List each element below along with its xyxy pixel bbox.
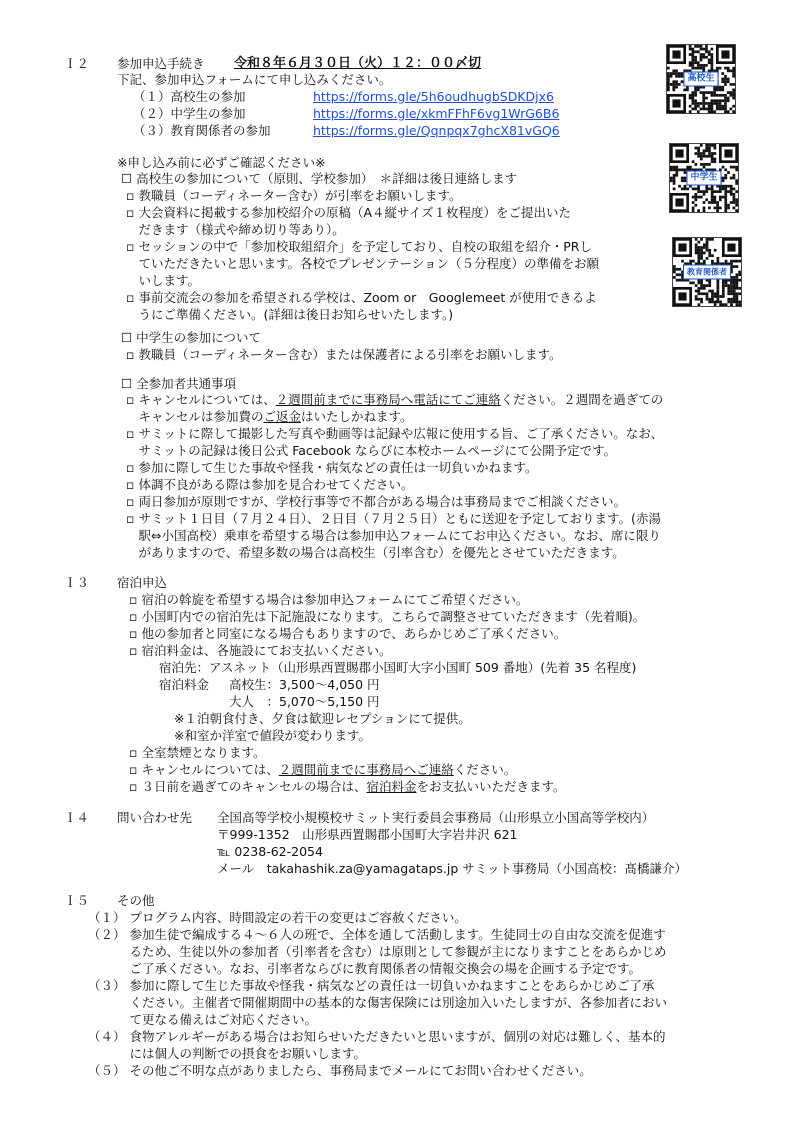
js-line: ▫ 教職員（コーディネーター含む）または保護者による引率をお願いします。 [126,347,562,362]
all-line: ▫ サミット１日目（７月２４日）、２日目（７月２５日）ともに送迎を予定しております。(赤湯 [126,511,661,526]
hs-line: うにご準備ください。(詳細は後日お知らせいたします。) [126,307,454,322]
qr-label-hs: 高校生 [683,72,718,87]
hs-line: ▫ セッションの中で「参加校取組紹介」を予定しており、自校の取組を紹介・PRし [126,239,592,254]
contact-mail: メール takahashik.za@yamagataps.jp サミット事務局（小国高校：髙橋謙介） [217,861,688,876]
section-15-number: Ｉ５ [64,893,90,908]
other-line: （３） 参加に際して生じた事故や怪我・病気などの責任は一切負いかねますことをあらかじめご了承 [88,978,655,993]
section-14-number: Ｉ４ [64,810,90,825]
lodging-cancel-c: ください。 [453,762,517,777]
section-14-title: 問い合わせ先 [117,810,193,825]
other-line: （２） 参加生徒で編成する４～６人の班で、全体を通して活動します。生徒同士の自由な交流を促進す [88,927,666,942]
hs-line: いします。 [126,273,201,288]
lodging-line: ▫ 宿泊の斡旋を希望する場合は参加申込フォームにてご希望ください。 [129,592,529,607]
lodging-late-a: ▫ ３日前を過ぎてのキャンセルの場合は、 [129,779,367,794]
section-12-number: Ｉ２ [64,56,90,71]
all-cancel2-b: ご返金 [263,409,302,424]
section-12-title: 参加申込手続き [117,56,205,71]
other-line: には個人の判断での摂食をお願いします。 [88,1046,366,1061]
lodging-cancel [129,762,516,777]
all-line: ▫ 両日参加が原則ですが、学校行事等で不都合がある場合は事務局までご相談ください。 [126,494,626,509]
other-line: ご了承ください。なお、引率者ならびに教育関係者の情報交換会の場を企画する予定です。 [88,961,641,976]
lodging-line: ▫ 小国町内での宿泊先は下記施設になります。こちらで調整させていただきます（先着順)。 [129,609,646,624]
qr-label-js: 中学生 [686,171,721,186]
lodging-late-b: 宿泊料金 [366,779,417,794]
all-line: サミットの記録は後日公式 Facebook ならびに本校ホームページにて公開予定です。 [126,443,617,458]
qr-code-js [669,143,739,213]
all-cancel-line-2 [126,409,413,424]
contact-address: 〒999-1352 山形県西置賜郡小国町大字岩井沢 621 [217,827,518,842]
form-link-ed[interactable]: https://forms.gle/Qqnpqx7ghcX81vGQ6 [313,123,560,138]
lodging-line: ▫ 宿泊料金は、各施設にてお支払いください。 [129,643,392,658]
section-15-title: その他 [117,893,155,908]
form-link-js[interactable]: https://forms.gle/xkmFFhF6vg1WrG6B6 [313,106,560,121]
qr-code-ed [672,237,742,307]
lodging-nosmoke: ▫ 全室禁煙となります。 [129,745,266,760]
hs-heading: ☐ 高校生の参加について（原則、学校参加） ＊詳細は後日連絡します [121,171,518,186]
all-cancel2-a: キャンセルは参加費の [126,409,264,424]
form-link-hs[interactable]: https://forms.gle/5h6oudhugbSDKDjx6 [313,89,554,104]
hs-line: だきます（様式や締め切り等あり）。 [126,222,345,237]
qr-code-hs [666,44,736,114]
contact-tel: ℡ 0238-62-2054 [217,844,323,859]
lodging-cancel-b: ２週間前までに事務局へご連絡 [278,762,454,777]
hs-line: ▫ 教職員（コーディネーター含む）が引率をお願いします。 [126,188,462,203]
other-line: るため、生徒以外の参加者（引率者を含む）は原則として参観が主になりますことをあらかじめ [88,944,667,959]
lodging-late [129,779,565,794]
contact-org: 全国高等学校小規模校サミット実行委員会事務局（山形県立小国高等学校内） [217,810,655,825]
lodging-line: ▫ 他の参加者と同室になる場合もありますので、あらかじめご了承ください。 [129,626,567,641]
form-label-hs: （１）高校生の参加 [133,89,246,104]
section-13-title: 宿泊申込 [117,575,168,590]
all-cancel-c: ください。２週間を過ぎての [500,392,664,407]
hs-line: ▫ 事前交流会の参加を希望される学校は、Zoom or Googlemeet が使用できるよ [126,290,597,305]
deadline: 令和８年６月３０日（火）１２：００〆切 [234,56,482,71]
qr-label-ed: 教育関係者 [683,265,731,280]
other-line: （５） その他ご不明な点がありましたら、事務局までメールにてお問い合わせください。 [88,1063,592,1078]
all-line: ▫ 体調不良がある際は参加を見合わせてください。 [126,477,414,492]
all-cancel-a: ▫ キャンセルについては、 [126,392,276,407]
lodging-fee-hs: 高校生：3,500～4,050 円 [229,677,380,692]
hs-line: ▫ 大会資料に掲載する参加校紹介の原稿（A４縦サイズ１枚程度）をご提出いた [126,205,571,220]
form-label-js: （２）中学生の参加 [133,106,246,121]
section-13-number: Ｉ３ [64,575,90,590]
other-line: （４） 食物アレルギーがある場合はお知らせいただきたいと思いますが、個別の対応は難しく、基本的 [88,1029,666,1044]
js-heading: ☐ 中学生の参加について [121,330,261,345]
all-cancel-b: ２週間前までに事務局へ電話にてご連絡 [275,392,501,407]
lodging-late-c: をお支払いいただきます。 [416,779,566,794]
notice: ※申し込み前に必ずご確認ください※ [117,155,326,170]
all-cancel2-c: はいたしかねます。 [301,409,413,424]
all-line: 駅⇔小国高校）乗車を希望する場合は参加申込フォームにてお申込ください。なお、席に限り [126,528,661,543]
all-line: ▫ 参加に際して生じた事故や怪我・病気などの責任は一切負いかねます。 [126,460,538,475]
other-line: て更なる備えはご対応ください。 [88,1012,317,1027]
other-line: ください。主催者で開催期間中の基本的な傷害保険には別途加入いたしますが、各参加者におい [88,995,667,1010]
lodging-note: ※１泊朝食付き、夕食は歓迎レセプションにて提供。 [174,711,471,726]
lodging-fee-adult: 大人 ：5,070～5,150 円 [229,694,380,709]
all-line: がありますので、希望多数の場合は高校生（引率含む）を優先とさせていただきます。 [126,545,625,560]
lodging-note: ※和室か洋室で値段が変わります。 [174,728,371,743]
all-heading: ☐ 全参加者共通事項 [121,376,237,391]
form-intro: 下記、参加申込フォームにて申し込みください。 [117,72,392,87]
form-label-ed: （３）教育関係者の参加 [133,123,271,138]
lodging-inn: 宿泊先：アスネット（山形県西置賜郡小国町大字小国町 509 番地）(先着 35 名程度) [159,660,637,675]
all-line: ▫ サミットに際して撮影した写真や動画等は記録や広報に使用する旨、ご了承ください。なお、 [126,426,664,441]
lodging-cancel-a: ▫ キャンセルについては、 [129,762,279,777]
hs-line: ていただきたいと思います。各校でプレゼンテーション（５分程度）の準備をお願 [126,256,600,271]
lodging-fee-label: 宿泊料金 [159,677,210,692]
other-line: （１） プログラム内容、時間設定の若干の変更はご容赦ください。 [88,910,467,925]
all-cancel-line [126,392,663,407]
